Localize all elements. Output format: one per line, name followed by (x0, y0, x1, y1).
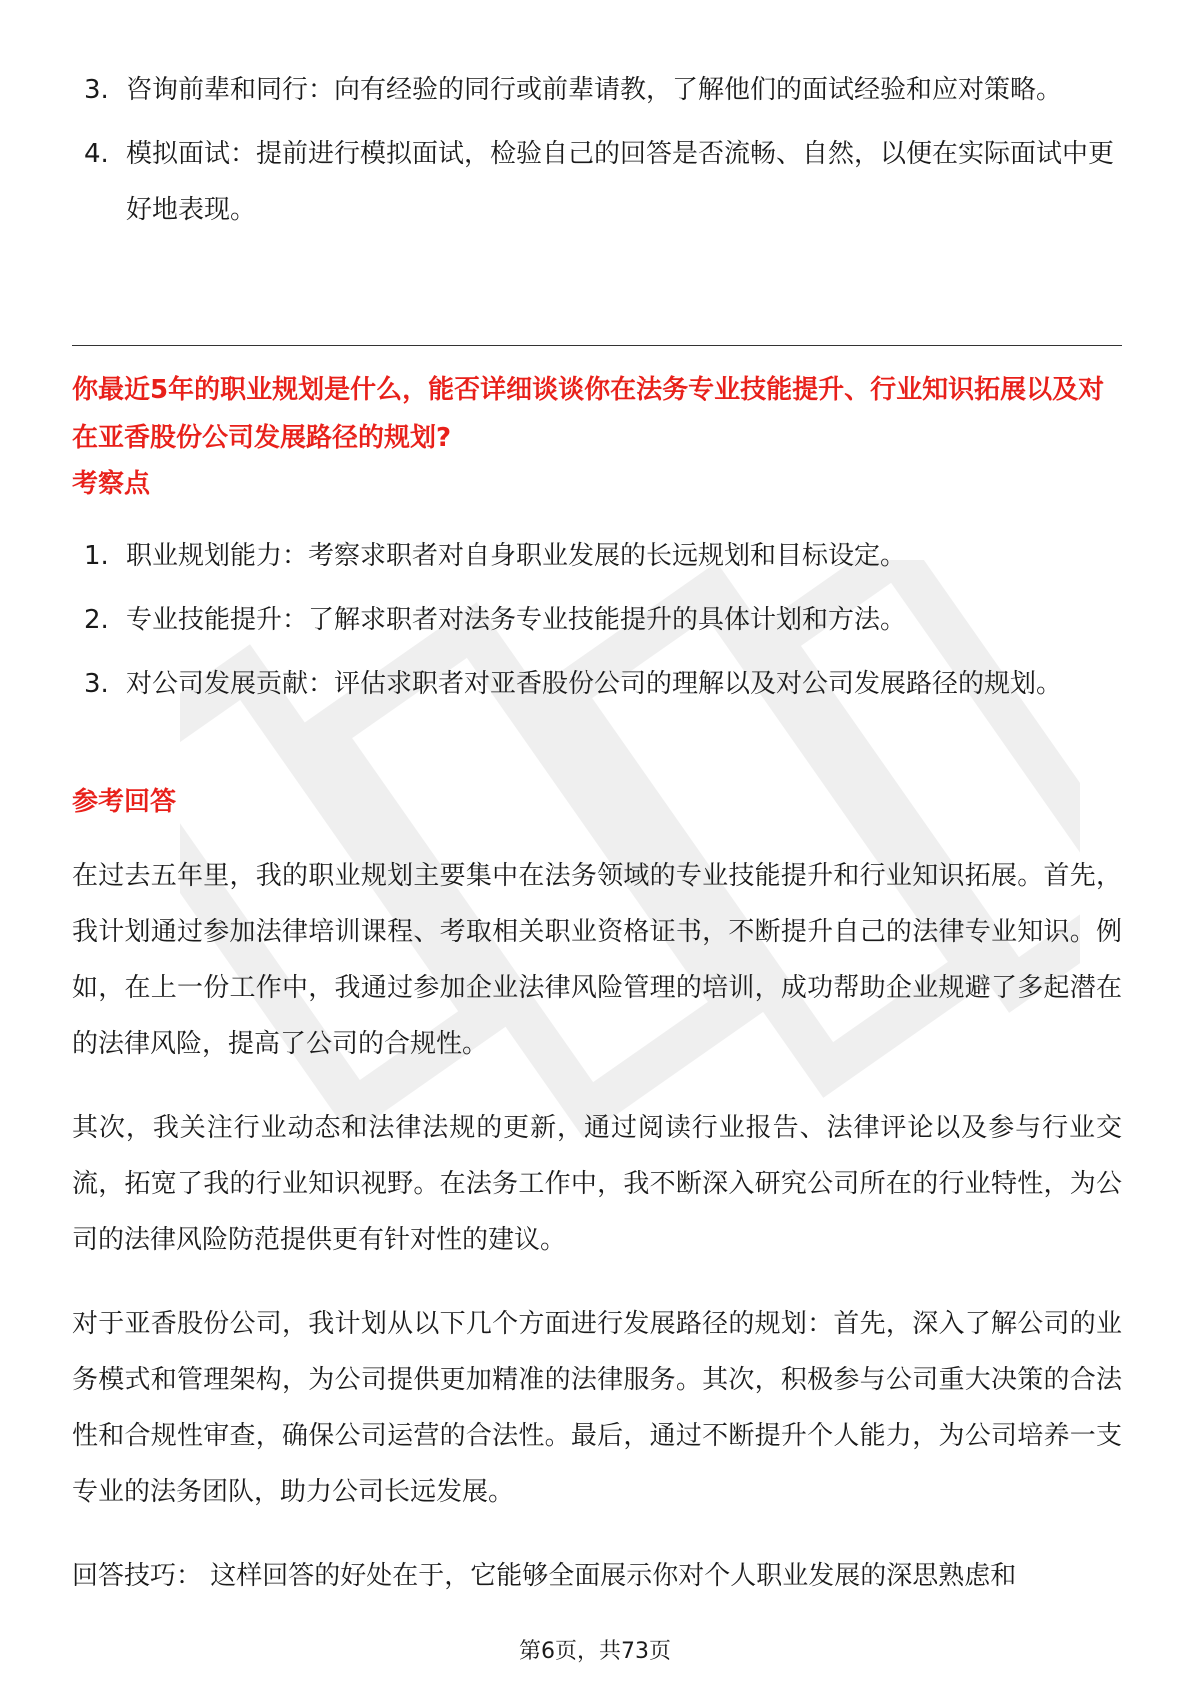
exam-points-list (72, 528, 1122, 712)
list-item (72, 62, 1122, 118)
exam-points-section (72, 528, 1122, 720)
top-list-section (72, 62, 1122, 246)
list-text: 模拟面试：提前进行模拟面试，检验自己的回答是否流畅、自然，以便在实际面试中更好地表现。 (126, 139, 1115, 225)
list-number: 3. (84, 75, 109, 105)
list-item (72, 126, 1122, 238)
top-list (72, 62, 1122, 238)
list-item (72, 528, 1122, 584)
section-divider (72, 345, 1122, 346)
answer-paragraph: 在过去五年里，我的职业规划主要集中在法务领域的专业技能提升和行业知识拓展。首先，我计划通过参加法律培训课程、考取相关职业资格证书，不断提升自己的法律专业知识。例如，在上一份工作中，我通过参加企业法律风险管理的培训，成功帮助企业规避了多起潜在的法律风险，提高了公司的合规性。 (72, 861, 1122, 1059)
list-text: 专业技能提升：了解求职者对法务专业技能提升的具体计划和方法。 (126, 605, 907, 635)
reference-answer-title: 参考回答 (72, 787, 177, 817)
list-number: 1. (84, 541, 109, 571)
interview-question: 你最近5年的职业规划是什么，能否详细谈谈你在法务专业技能提升、行业知识拓展以及对在亚香股份公司发展路径的规划? (72, 375, 1105, 453)
list-item (72, 656, 1122, 712)
answer-tips-paragraph: 回答技巧： 这样回答的好处在于，它能够全面展示你对个人职业发展的深思熟虑和 (72, 1561, 1017, 1591)
list-text: 职业规划能力：考察求职者对自身职业发展的长远规划和目标设定。 (126, 541, 907, 571)
page-number: 第6页，共73页 (519, 1639, 671, 1664)
list-item (72, 592, 1122, 648)
reference-answer-section (72, 848, 1122, 1604)
list-text: 对公司发展贡献：评估求职者对亚香股份公司的理解以及对公司发展路径的规划。 (126, 669, 1063, 699)
exam-points-title: 考察点 (72, 469, 151, 499)
list-number: 4. (84, 139, 109, 169)
list-number: 3. (84, 669, 109, 699)
answer-paragraph: 其次，我关注行业动态和法律法规的更新，通过阅读行业报告、法律评论以及参与行业交流，拓宽了我的行业知识视野。在法务工作中，我不断深入研究公司所在的行业特性，为公司的法律风险防范提供更有针对性的建议。 (72, 1113, 1122, 1255)
list-text: 咨询前辈和同行：向有经验的同行或前辈请教，了解他们的面试经验和应对策略。 (126, 75, 1063, 105)
list-number: 2. (84, 605, 109, 635)
answer-paragraph: 对于亚香股份公司，我计划从以下几个方面进行发展路径的规划：首先，深入了解公司的业务模式和管理架构，为公司提供更加精准的法律服务。其次，积极参与公司重大决策的合法性和合规性审查，确保公司运营的合法性。最后，通过不断提升个人能力，为公司培养一支专业的法务团队，助力公司长远发展。 (72, 1309, 1122, 1507)
